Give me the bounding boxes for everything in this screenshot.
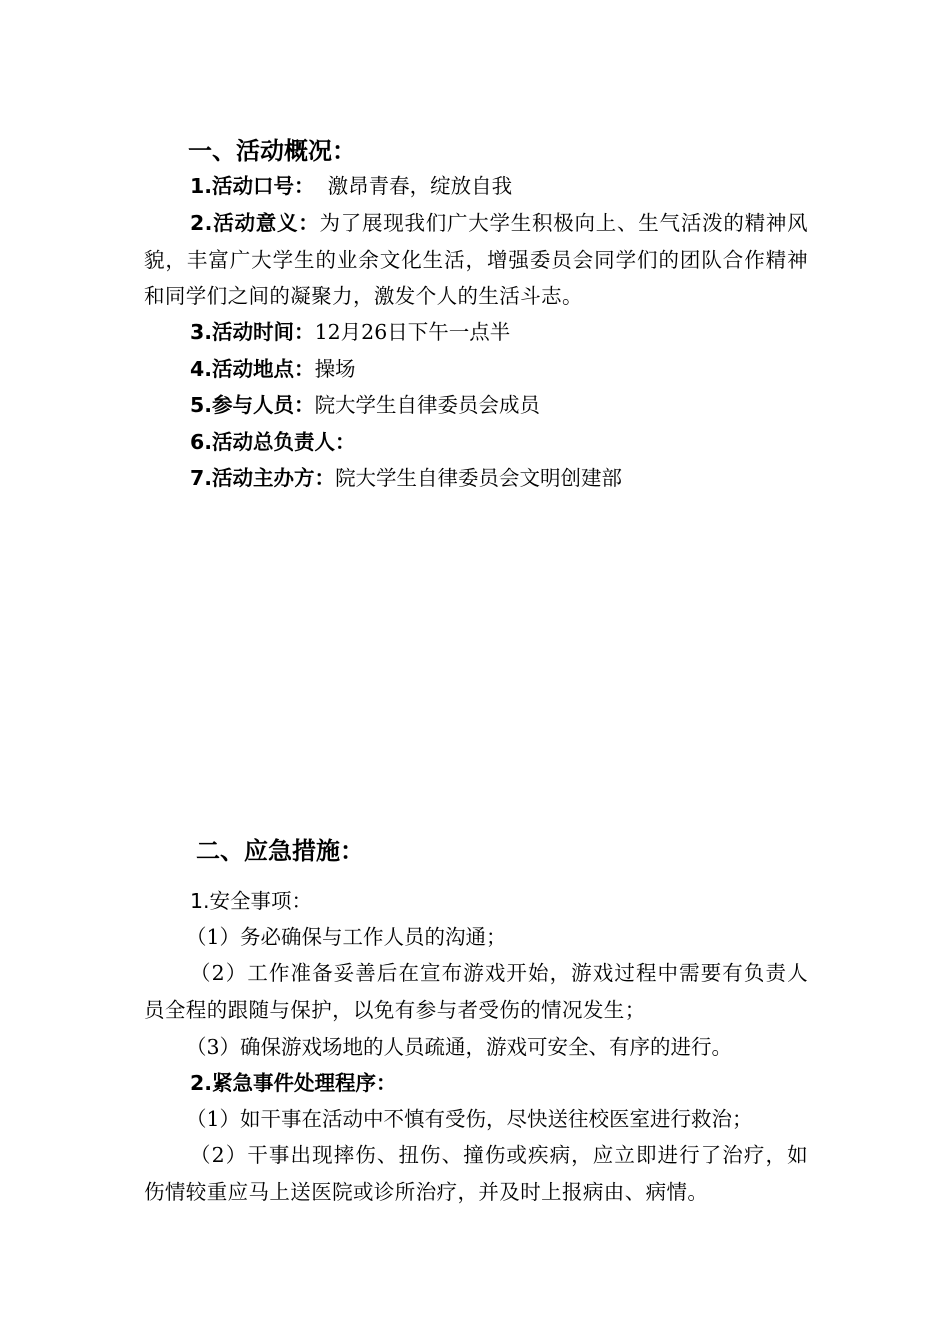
slogan-label: 1.活动口号：	[190, 174, 315, 198]
emergency-title: 2.紧急事件处理程序：	[190, 1071, 397, 1095]
meaning-label: 2.活动意义：	[190, 211, 320, 235]
participants-line	[190, 391, 540, 419]
emergency-item-2: （2）干事出现摔伤、扭伤、撞伤或疾病，应立即进行了治疗，如伤情较重应马上送医院或诊所治疗，并及时上报病由、病情。	[144, 1143, 808, 1204]
safety-item-2: （2）工作准备妥善后在宣布游戏开始，游戏过程中需要有负责人员全程的跟随与保护，以免有参与者受伤的情况发生；	[144, 961, 808, 1022]
leader-line	[190, 428, 356, 456]
organizer-label: 7.活动主办方：	[190, 466, 336, 490]
section1-heading: 一、活动概况：	[188, 137, 356, 165]
time-line	[190, 318, 510, 346]
section2-heading: 二、应急措施：	[196, 837, 364, 865]
emergency-item-1: （1）如干事在活动中不慎有受伤，尽快送往校医室进行救治；	[186, 1107, 753, 1131]
organizer-line	[190, 464, 622, 492]
location-line	[190, 355, 356, 383]
meaning-value: 为了展现我们广大学生积极向上、生气活泼的精神风貌，丰富广大学生的业余文化生活，增强委员会同学们的团队合作精神和同学们之间的凝聚力，激发个人的生活斗志。	[144, 211, 808, 308]
location-value: 操场	[314, 357, 356, 381]
time-value: 12月26日下午一点半	[314, 320, 511, 344]
safety-item-3: （3）确保游戏场地的人员疏通，游戏可安全、有序的进行。	[186, 1035, 733, 1059]
safety-title-line	[190, 887, 312, 915]
leader-label: 6.活动总负责人：	[190, 430, 356, 454]
slogan-line	[190, 172, 512, 200]
safety-title: 1.安全事项：	[190, 889, 313, 913]
meaning-paragraph	[144, 205, 808, 315]
location-label: 4.活动地点：	[190, 357, 315, 381]
participants-value: 院大学生自律委员会成员	[314, 393, 541, 417]
safety-item-1: （1）务必确保与工作人员的沟通；	[186, 925, 507, 949]
participants-label: 5.参与人员：	[190, 393, 315, 417]
organizer-value: 院大学生自律委员会文明创建部	[335, 466, 623, 490]
emergency-title-line	[190, 1069, 397, 1097]
slogan-value: 激昂青春，绽放自我	[314, 174, 513, 198]
time-label: 3.活动时间：	[190, 320, 315, 344]
